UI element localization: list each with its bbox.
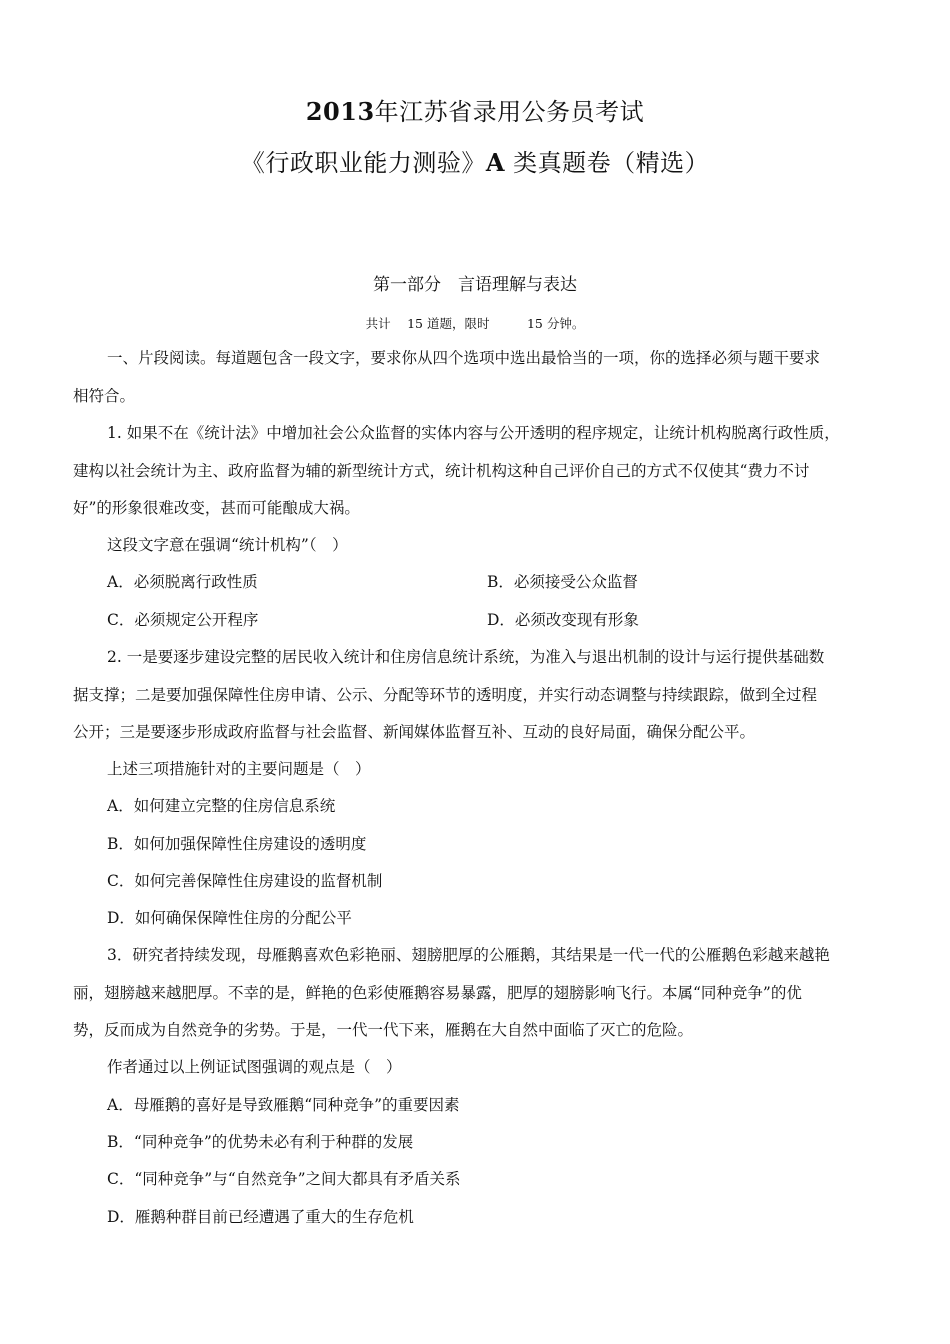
title2-bold: A (485, 148, 505, 177)
q1-option-d: D．必须改变现有形象 (487, 611, 639, 629)
q1-option-c: C．必须规定公开程序 (107, 611, 259, 629)
q1-line2: 建构以社会统计为主、政府监督为辅的新型统计方式，统计机构这种自己评价自己的方式不仅使其“费力不讨 (73, 462, 810, 480)
q3-stem: 作者通过以上例证试图强调的观点是（ ） (107, 1058, 402, 1076)
q1-line3: 好”的形象很难改变，甚而可能酿成大祸。 (73, 499, 360, 517)
title-year: 2013 (305, 97, 375, 126)
q3-option-b: B．“同种竞争”的优势未必有利于种群的发展 (107, 1133, 414, 1151)
title2-post: 类真题卷（精选） (504, 149, 710, 177)
instructions-line1: 一、片段阅读。每道题包含一段文字，要求你从四个选项中选出最恰当的一项，你的选择必须与题干要求 (107, 349, 821, 367)
q3-line2: 丽，翅膀越来越肥厚。不幸的是，鲜艳的色彩使雁鹅容易暴露，肥厚的翅膀影响飞行。本属“同种竞争”的优 (73, 984, 802, 1002)
q2-option-a: A．如何建立完整的住房信息系统 (107, 797, 336, 815)
q2-option-b: B．如何加强保障性住房建设的透明度 (107, 835, 367, 853)
q3-option-a: A．母雁鹅的喜好是导致雁鹅“同种竞争”的重要因素 (107, 1096, 460, 1114)
q2-line2: 据支撑；二是要加强保障性住房申请、公示、分配等环节的透明度，并实行动态调整与持续跟踪，做到全过程 (73, 686, 818, 704)
q2-stem: 上述三项措施针对的主要问题是（ ） (107, 760, 371, 778)
q2-line1: 2. 一是要逐步建设完整的居民收入统计和住房信息统计系统，为准入与退出机制的设计与运行提供基础数 (107, 648, 825, 666)
q3-line1: 3．研究者持续发现，母雁鹅喜欢色彩艳丽、翅膀肥厚的公雁鹅，其结果是一代一代的公雁鹅色彩越来越艳 (107, 946, 830, 964)
q1-stem: 这段文字意在强调“统计机构”（ ） (107, 536, 348, 554)
q1-line1: 1. 如果不在《统计法》中增加社会公众监督的实体内容与公开透明的程序规定，让统计机构脱离行政性质， (107, 424, 840, 442)
document-title-line1 (0, 92, 950, 127)
q3-option-d: D．雁鹅种群目前已经遭遇了重大的生存危机 (107, 1208, 414, 1226)
q2-option-d: D．如何确保保障性住房的分配公平 (107, 909, 352, 927)
q3-option-c: C．“同种竞争”与“自然竞争”之间大都具有矛盾关系 (107, 1170, 461, 1188)
q1-option-b: B．必须接受公众监督 (487, 573, 638, 591)
q3-line3: 势，反而成为自然竞争的劣势。于是，一代一代下来，雁鹅在大自然中面临了灭亡的危险。 (73, 1021, 694, 1039)
title-text: 年江苏省录用公务员考试 (374, 98, 645, 126)
q2-option-c: C．如何完善保障性住房建设的监督机制 (107, 872, 383, 890)
q2-line3: 公开；三是要逐步形成政府监督与社会监督、新闻媒体监督互补、互动的良好局面，确保分配公平。 (73, 723, 756, 741)
section-subtitle: 共计 15 道题，限时 15 分钟。 (365, 316, 585, 331)
document-title-line2 (0, 143, 950, 178)
title2-pre: 《行政职业能力测验》 (240, 149, 486, 177)
instructions-line2: 相符合。 (73, 387, 136, 405)
section-title: 第一部分 言语理解与表达 (373, 275, 577, 295)
q1-option-a: A．必须脱离行政性质 (107, 573, 258, 591)
